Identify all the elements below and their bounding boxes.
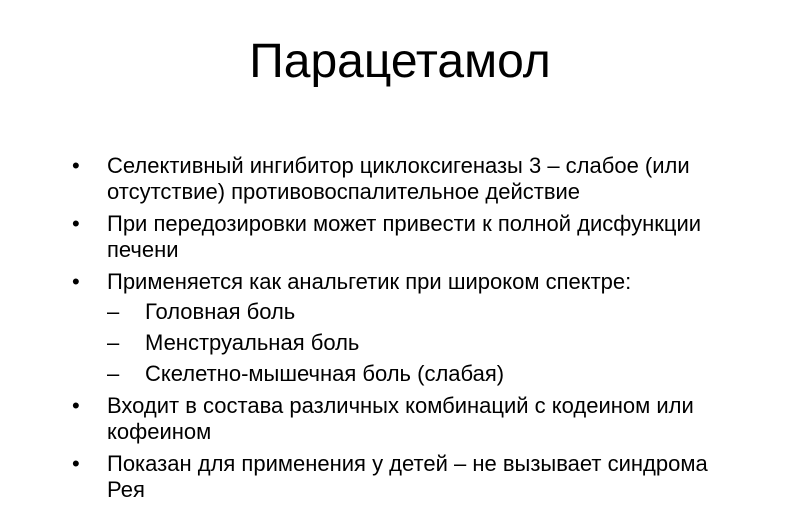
bullet-marker: • <box>72 153 80 178</box>
bullet-text: Показан для применения у детей – не вызывает синдрома Рея <box>107 451 708 502</box>
sub-bullet-item <box>107 330 750 356</box>
bullet-marker: • <box>72 269 80 294</box>
sub-bullet-text: Головная боль <box>145 299 296 324</box>
sub-bullet-list <box>107 299 750 387</box>
bullet-text: При передозировки может привести к полной дисфункции печени <box>107 211 702 262</box>
bullet-list <box>70 153 750 509</box>
bullet-text: Селективный ингибитор циклоксигеназы 3 – слабое (или отсутствие) противовоспалительное действие <box>107 153 690 204</box>
sub-bullet-item <box>107 299 750 325</box>
bullet-item <box>70 393 750 445</box>
bullet-marker: • <box>72 211 80 236</box>
bullet-item <box>70 153 750 205</box>
sub-bullet-item <box>107 361 750 387</box>
sub-bullet-marker: – <box>107 330 120 355</box>
bullet-text: Применяется как анальгетик при широком спектре: <box>107 269 632 294</box>
bullet-item <box>70 269 750 387</box>
sub-bullet-marker: – <box>107 299 120 324</box>
bullet-item <box>70 211 750 263</box>
bullet-marker: • <box>72 393 80 418</box>
sub-bullet-text: Менструальная боль <box>145 330 360 355</box>
bullet-marker: • <box>72 451 80 476</box>
bullet-text: Входит в состава различных комбинаций с кодеином или кофеином <box>107 393 694 444</box>
sub-bullet-text: Скелетно-мышечная боль (слабая) <box>145 361 505 386</box>
bullet-item <box>70 451 750 503</box>
slide-title: Парацетамол <box>249 35 551 88</box>
sub-bullet-marker: – <box>107 361 120 386</box>
